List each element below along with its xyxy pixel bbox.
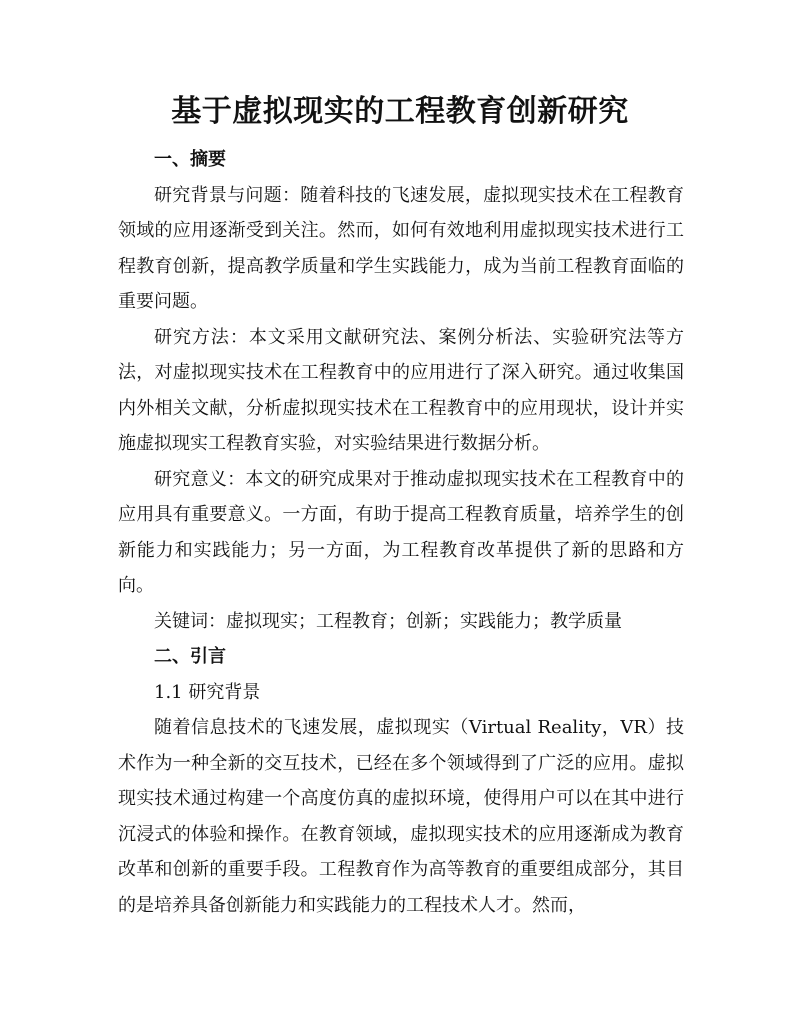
paragraph-keywords: 关键词：虚拟现实；工程教育；创新；实践能力；教学质量 <box>154 610 622 632</box>
paragraph-introduction-background: 随着信息技术的飞速发展，虚拟现实（Virtual Reality，VR）技术作为一种全新的交互技术，已经在多个领域得到了广泛的应用。虚拟现实技术通过构建一个高度仿真的虚拟环境，使得用户可以在其中进行沉浸式的体验和操作。在教育领域，虚拟现实技术的应用逐渐成为教育改革和创新的重要手段。工程教育作为高等教育的重要组成部分，其目的是培养具备创新能力和实践能力的工程技术人才。然而， <box>118 717 684 916</box>
document-title: 基于虚拟现实的工程教育创新研究 <box>171 94 629 129</box>
paragraph-abstract-significance: 研究意义：本文的研究成果对于推动虚拟现实技术在工程教育中的应用具有重要意义。一方面，有助于提高工程教育质量，培养学生的创新能力和实践能力；另一方面，为工程教育改革提供了新的思路和方向。 <box>118 468 684 596</box>
section-heading-abstract: 一、摘要 <box>154 149 226 170</box>
paragraph-abstract-method: 研究方法：本文采用文献研究法、案例分析法、实验研究法等方法，对虚拟现实技术在工程教育中的应用进行了深入研究。通过收集国内外相关文献，分析虚拟现实技术在工程教育中的应用现状，设计并实施虚拟现实工程教育实验，对实验结果进行数据分析。 <box>118 326 684 454</box>
paragraph-abstract-background: 研究背景与问题：随着科技的飞速发展，虚拟现实技术在工程教育领域的应用逐渐受到关注。然而，如何有效地利用虚拟现实技术进行工程教育创新，提高教学质量和学生实践能力，成为当前工程教育面临的重要问题。 <box>118 184 684 312</box>
section-heading-introduction: 二、引言 <box>154 646 226 667</box>
document-body <box>118 142 684 923</box>
subsection-heading-research-background: 1.1 研究背景 <box>154 681 261 703</box>
